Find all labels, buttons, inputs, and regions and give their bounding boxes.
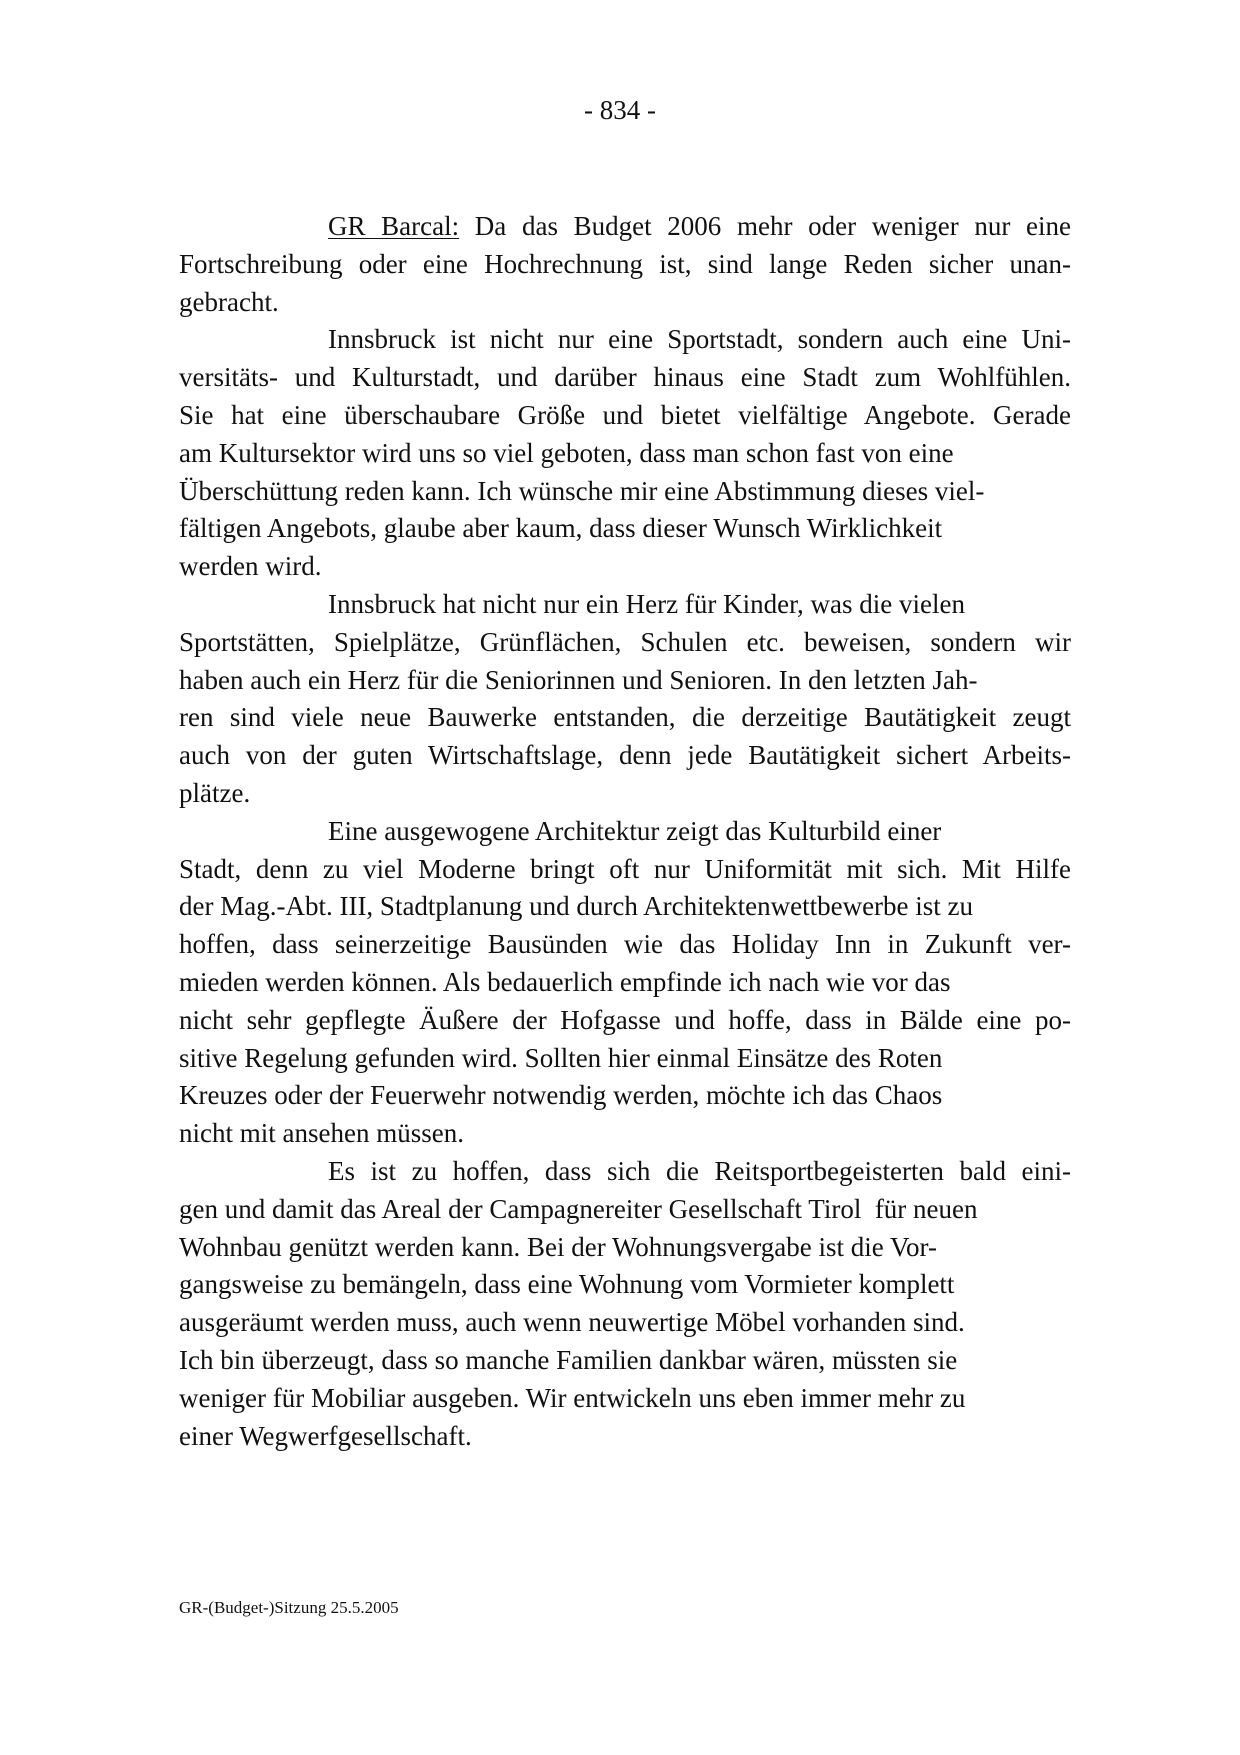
text-line: Es ist zu hoffen, dass sich die Reitsportbegeisterten bald eini- [328,1155,1071,1186]
text-line: einer Wegwerfgesellschaft. [179,1420,472,1451]
text-line: Innsbruck hat nicht nur ein Herz für Kinder, was die vielen [328,588,965,619]
paragraph-1 [179,208,1071,321]
text-line: Sie hat eine überschaubare Größe und bietet vielfältige Angebote. Gerade [179,399,1071,430]
text-line: Kreuzes oder der Feuerwehr notwendig werden, möchte ich das Chaos [179,1080,943,1111]
text-line: nicht sehr gepflegte Äußere der Hofgasse und hoffe, dass in Bälde eine po- [179,1004,1071,1035]
text-line: ren sind viele neue Bauwerke entstanden, die derzeitige Bautätigkeit zeugt [179,702,1071,733]
paragraph-3 [179,586,1071,813]
text-line: gen und damit das Areal der Campagnereiter Gesellschaft Tirol für neuen [179,1193,978,1224]
text-line: ausgeräumt werden muss, auch wenn neuwertige Möbel vorhanden sind. [179,1307,965,1338]
text-line: weniger für Mobiliar ausgeben. Wir entwickeln uns eben immer mehr zu [179,1382,966,1413]
page-footer: GR-(Budget-)Sitzung 25.5.2005 [179,1598,399,1617]
paragraph-4 [179,813,1071,1153]
text-line: versitäts- und Kulturstadt, und darüber hinaus eine Stadt zum Wohlfühlen. [179,362,1071,393]
text-line: sitive Regelung gefunden wird. Sollten hier einmal Einsätze des Roten [179,1042,943,1073]
page-number: - 834 - [584,95,656,125]
text-line: Sportstätten, Spielplätze, Grünflächen, Schulen etc. beweisen, sondern wir [179,626,1071,657]
document-body [179,208,1071,1455]
text-line: hoffen, dass seinerzeitige Bausünden wie das Holiday Inn in Zukunft ver- [179,929,1071,960]
paragraph-5 [179,1153,1071,1455]
text-line: Wohnbau genützt werden kann. Bei der Wohnungsvergabe ist die Vor- [179,1231,937,1262]
speaker-name: GR Barcal: [328,211,460,241]
text-line: Innsbruck ist nicht nur eine Sportstadt, sondern auch eine Uni- [328,324,1071,355]
text-line: mieden werden können. Als bedauerlich empfinde ich nach wie vor das [179,966,951,997]
text-line: auch von der guten Wirtschaftslage, denn jede Bautätigkeit sichert Arbeits- [179,740,1071,771]
text-line: nicht mit ansehen müssen. [179,1118,464,1149]
text-line: Überschüttung reden kann. Ich wünsche mir eine Abstimmung dieses viel- [179,475,985,506]
paragraph-2 [179,321,1071,586]
text-line: gangsweise zu bemängeln, dass eine Wohnung vom Vormieter komplett [179,1269,955,1300]
text-line: plätze. [179,777,251,808]
text-line: haben auch ein Herz für die Seniorinnen und Senioren. In den letzten Jah- [179,664,978,695]
text-line: Stadt, denn zu viel Moderne bringt oft nur Uniformität mit sich. Mit Hilfe [179,853,1071,884]
text-line: Ich bin überzeugt, dass so manche Familien dankbar wären, müssten sie [179,1344,958,1375]
text-line: Eine ausgewogene Architektur zeigt das Kulturbild einer [328,815,942,846]
text-line-content: Da das Budget 2006 mehr oder weniger nur eine [459,211,1071,241]
text-line: am Kultursektor wird uns so viel geboten, dass man schon fast von eine [179,437,954,468]
text-line: werden wird. [179,551,322,582]
text-line [179,208,1071,246]
text-line: der Mag.-Abt. III, Stadtplanung und durch Architektenwettbewerbe ist zu [179,891,974,922]
text-line: gebracht. [179,286,279,317]
text-line: fältigen Angebots, glaube aber kaum, dass dieser Wunsch Wirklichkeit [179,513,943,544]
text-line: Fortschreibung oder eine Hochrechnung ist, sind lange Reden sicher unan- [179,248,1071,279]
